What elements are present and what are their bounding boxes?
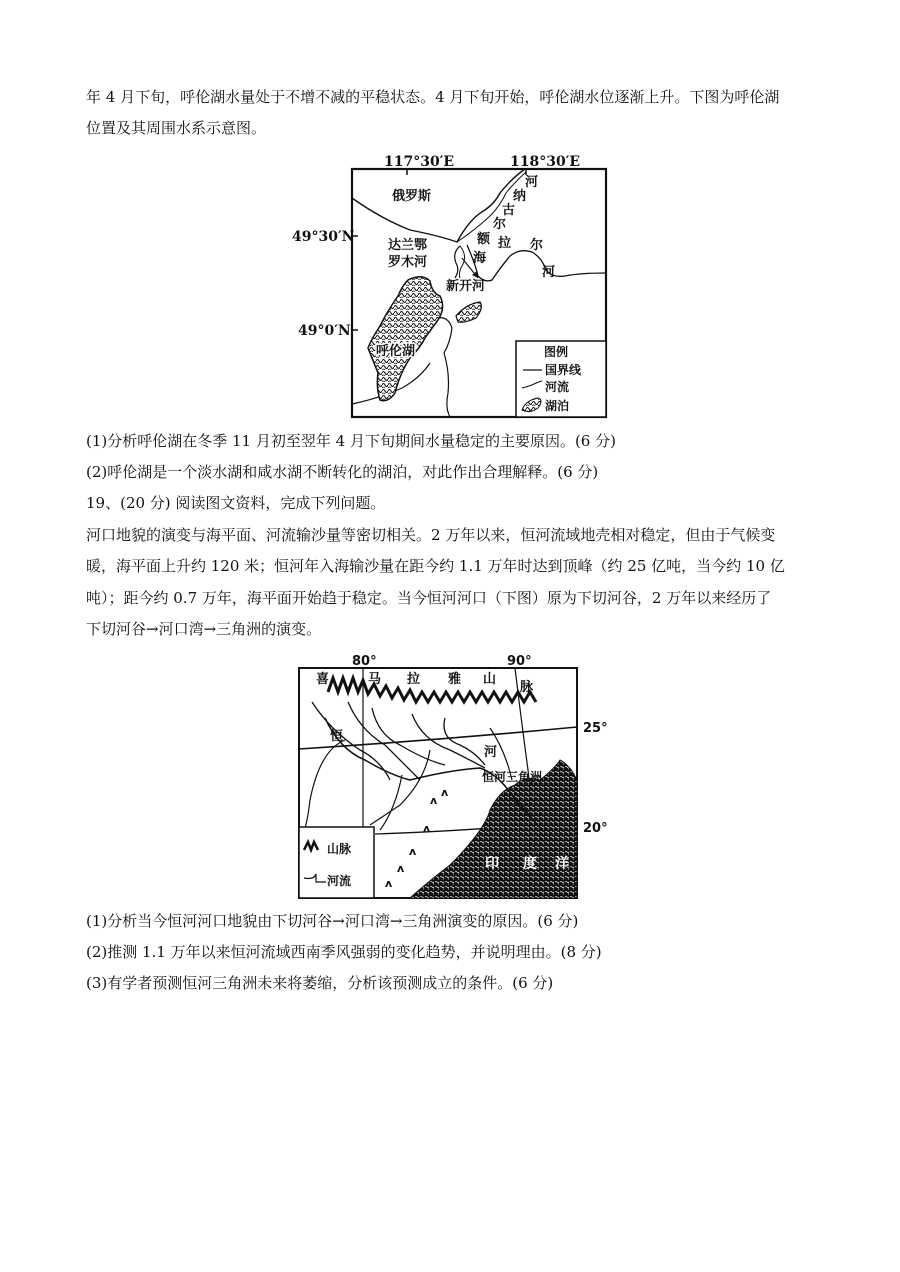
peak-icon: ʌ: [423, 822, 431, 835]
hulun-question-1: (1)分析呼伦湖在冬季 11 月初至翌年 4 月下旬期间水量稳定的主要原因。(6 分): [86, 432, 616, 450]
hulun-legend: [516, 341, 606, 417]
ergun-char: 尔: [493, 217, 507, 232]
russia-label: 俄罗斯: [392, 189, 432, 204]
q19-text-line: 吨）；距今约 0.7 万年，海平面开始趋于稳定。当今恒河河口（下图）原为下切河谷，2 万年以来经历了: [86, 589, 772, 607]
river-char: 河: [484, 745, 498, 760]
ocean-char: 印: [485, 856, 499, 872]
hailar-char: 海: [473, 251, 487, 266]
hailar-char: 拉: [498, 236, 512, 251]
legend-item: 湖泊: [545, 399, 570, 413]
legend-item: 国界线: [545, 363, 582, 377]
lon-label-2: 118°30′E: [510, 154, 581, 170]
hailar-char: 河: [542, 265, 556, 280]
peak-icon: ʌ: [409, 845, 417, 858]
peak-icon: ʌ: [385, 877, 393, 890]
peak-icon: ʌ: [430, 794, 438, 807]
ergun-char: 纳: [513, 189, 527, 204]
lon-label-1: 117°30′E: [384, 154, 455, 170]
peak-icon: ʌ: [397, 862, 405, 875]
lon-label-90: 90°: [507, 654, 532, 669]
peak-icon: ʌ: [441, 786, 449, 799]
lat-label-2: 49°0′N: [298, 323, 351, 339]
lat-label-25: 25°: [583, 721, 608, 736]
legend-item: 河流: [545, 380, 570, 394]
dalan-label-1: 达兰鄂: [388, 238, 428, 253]
q19-text-line: 河口地貌的演变与海平面、河流输沙量等密切相关。2 万年以来，恒河流域地壳相对稳定，但由于气候变: [86, 526, 776, 544]
hailar-char: 尔: [530, 238, 544, 253]
legend-item: 山脉: [327, 842, 352, 856]
hulun-label: 呼伦湖: [376, 344, 416, 359]
mountain-char: 脉: [520, 680, 534, 695]
hulun-question-2: (2)呼伦湖是一个淡水湖和咸水湖不断转化的湖泊，对此作出合理解释。(6 分): [86, 463, 599, 481]
q19-text-line: 下切河谷→河口湾→三角洲的演变。: [86, 620, 322, 638]
intro-line-2: 位置及其周围水系示意图。: [86, 119, 267, 137]
q19-heading: 19、(20 分) 阅读图文资料，完成下列问题。: [86, 494, 386, 512]
legend-item: 河流: [327, 874, 352, 888]
legend-title: 图例: [544, 345, 569, 359]
ergun-char: 河: [525, 175, 539, 190]
hulun-lake-map: [280, 148, 620, 423]
ocean-char: 度: [523, 856, 537, 872]
xinkai-label: 新开河: [446, 279, 486, 294]
q19-text-line: 暖，海平面上升约 120 米；恒河年入海输沙量在距今约 1.1 万年时达到顶峰（约 25 亿吨，当今约 10 亿: [86, 557, 785, 575]
mountain-char: 马: [368, 672, 382, 687]
mountain-char: 拉: [407, 672, 421, 687]
ocean-char: 洋: [555, 856, 569, 872]
dalan-label-2: 罗木河: [388, 255, 428, 270]
intro-line-1: 年 4 月下旬，呼伦湖水量处于不增不减的平稳状态。4 月下旬开始，呼伦湖水位逐渐上升。下图为呼伦湖: [86, 88, 780, 106]
river-char: 恒: [330, 729, 344, 744]
ganges-delta-map: [290, 650, 630, 905]
q19-question-1: (1)分析当今恒河河口地貌由下切河谷→河口湾→三角洲演变的原因。(6 分): [86, 912, 579, 930]
mountain-char: 雅: [448, 672, 462, 687]
ganges-legend: [299, 827, 374, 898]
mountain-char: 喜: [316, 672, 330, 687]
lat-label-1: 49°30′N: [292, 229, 355, 245]
mountain-char: 山: [483, 672, 497, 687]
q19-question-3: (3)有学者预测恒河三角洲未来将萎缩，分析该预测成立的条件。(6 分): [86, 974, 554, 992]
delta-label: 恒河三角洲: [482, 770, 543, 784]
q19-question-2: (2)推测 1.1 万年以来恒河流域西南季风强弱的变化趋势，并说明理由。(8 分): [86, 943, 602, 961]
ergun-char: 古: [502, 203, 516, 218]
ergun-char: 额: [477, 232, 491, 247]
lat-label-20: 20°: [583, 821, 608, 836]
lon-label-80: 80°: [352, 654, 377, 669]
